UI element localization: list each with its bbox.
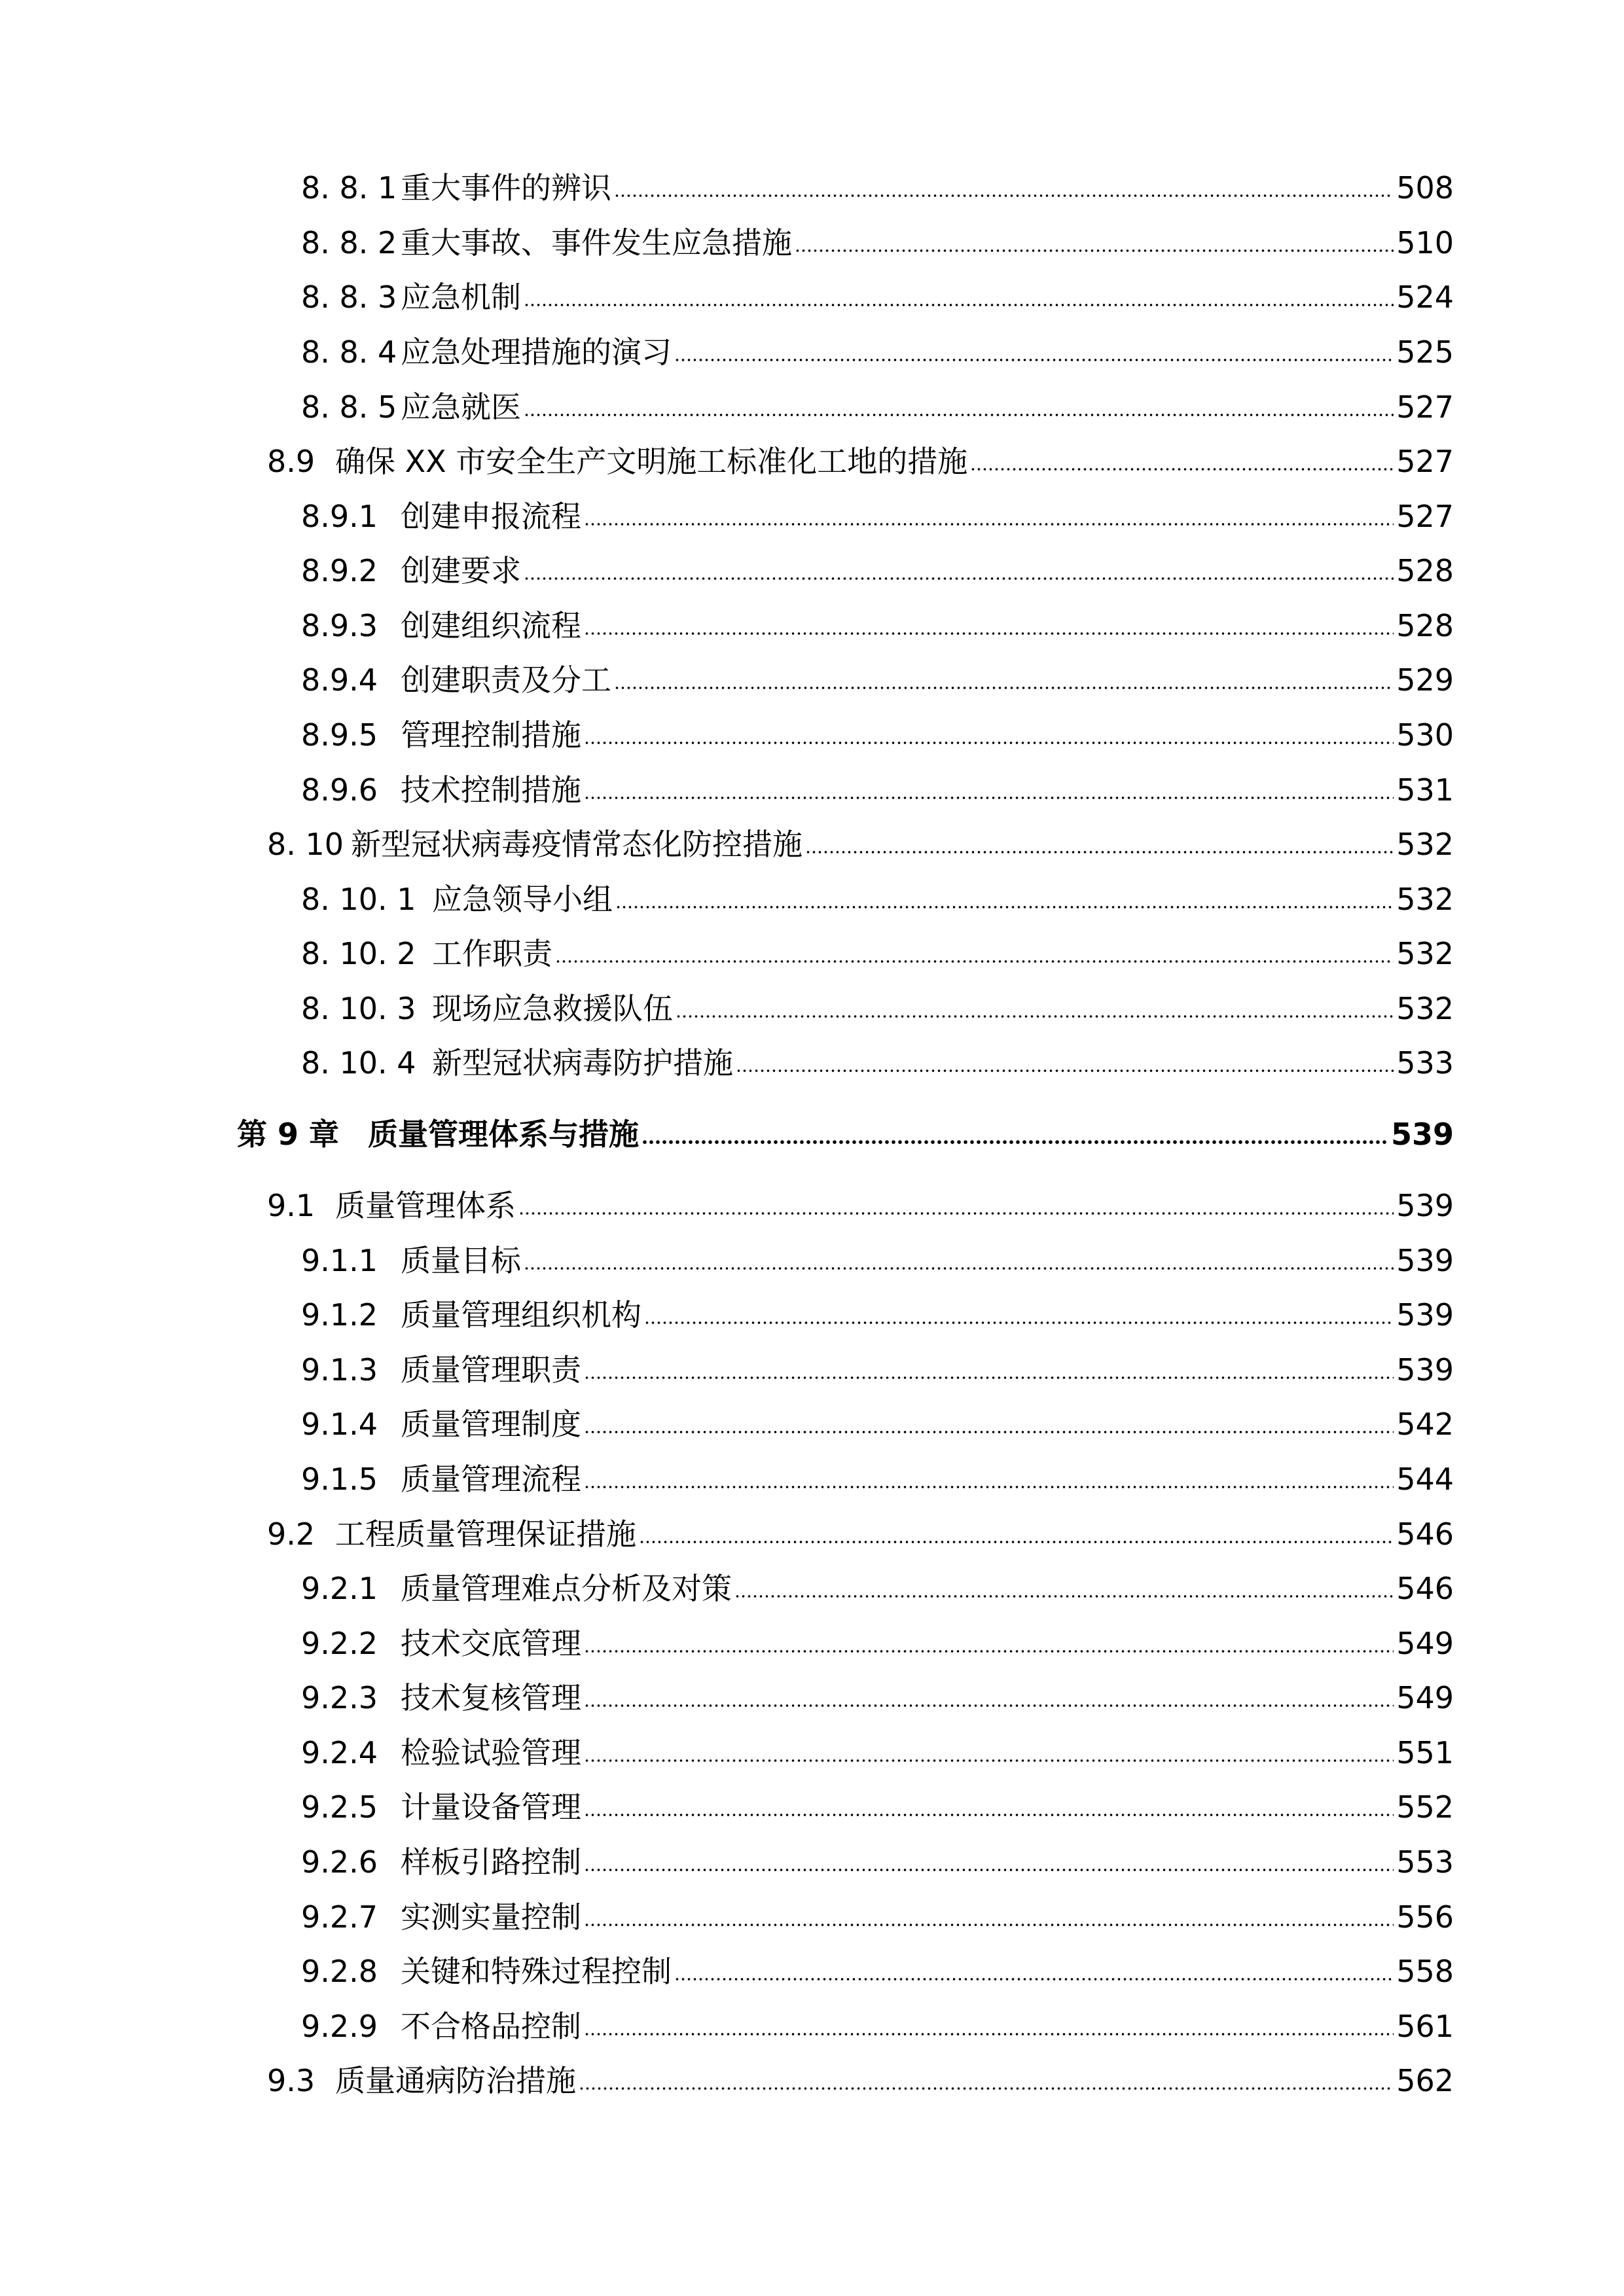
toc-title: 质量管理体系 [335, 1188, 516, 1223]
toc-page-number: 528 [1396, 553, 1454, 588]
toc-title: 新型冠状病毒疫情常态化防控措施 [351, 827, 803, 862]
toc-title: 应急机制 [401, 279, 521, 315]
toc-page-number: 527 [1396, 444, 1454, 479]
toc-title: 应急领导小组 [432, 882, 613, 917]
dot-leader [579, 2086, 1394, 2091]
toc-entry[interactable] [301, 380, 1454, 435]
toc-title: 新型冠状病毒防护措施 [432, 1045, 733, 1081]
toc-page-number: 529 [1396, 662, 1454, 698]
toc-number: 9.2.6 [301, 1844, 378, 1880]
dot-leader [970, 467, 1394, 472]
toc-entry[interactable] [301, 762, 1454, 817]
toc-entry[interactable] [267, 434, 1454, 489]
dot-leader [584, 1703, 1394, 1708]
toc-page-number: 533 [1396, 1045, 1454, 1081]
toc-page-number: 539 [1390, 1117, 1454, 1152]
toc-title: 工作职责 [432, 936, 552, 971]
toc-number: 9.1 [267, 1188, 316, 1223]
toc-page-number: 553 [1396, 1844, 1454, 1880]
toc-entry[interactable] [301, 1342, 1454, 1397]
toc-chapter-entry[interactable] [237, 1107, 1454, 1162]
toc-title: 检验试验管理 [401, 1735, 581, 1770]
dot-leader [584, 1429, 1394, 1435]
toc-page-number: 549 [1396, 1680, 1454, 1715]
toc-page-number: 544 [1396, 1462, 1454, 1497]
toc-number: 9.2.1 [301, 1571, 378, 1606]
toc-chapter-title: 质量管理体系与措施 [368, 1117, 639, 1152]
dot-leader [524, 302, 1394, 308]
toc-number: 9.1.1 [301, 1243, 378, 1278]
toc-entry[interactable] [301, 489, 1454, 544]
toc-title: 质量目标 [401, 1243, 521, 1278]
toc-title: 技术交底管理 [401, 1626, 581, 1661]
toc-number: 9.2.4 [301, 1735, 378, 1770]
toc-number: 9.2 [267, 1516, 316, 1552]
toc-title: 计量设备管理 [401, 1789, 581, 1825]
toc-page-number: 546 [1396, 1571, 1454, 1606]
toc-title: 技术控制措施 [401, 772, 581, 808]
toc-title: 技术复核管理 [401, 1680, 581, 1715]
dot-leader [734, 1594, 1394, 1599]
toc-number: 8. 10. 1 [301, 882, 416, 917]
toc-page-number: 532 [1396, 827, 1454, 862]
toc-entry[interactable] [267, 1178, 1454, 1233]
toc-page-number: 542 [1396, 1407, 1454, 1442]
toc-number: 8. 10. 2 [301, 936, 416, 971]
toc-entry[interactable] [301, 872, 1454, 927]
toc-entry[interactable] [301, 1233, 1454, 1288]
dot-leader [795, 248, 1394, 253]
toc-entry[interactable] [301, 1616, 1454, 1671]
toc-number: 8.9.5 [301, 717, 378, 753]
toc-number: 9.1.4 [301, 1407, 378, 1442]
toc-entry[interactable] [301, 160, 1454, 215]
dot-leader [676, 1014, 1394, 1019]
toc-entry[interactable] [301, 1999, 1454, 2054]
toc-page-number: 539 [1396, 1352, 1454, 1388]
toc-entry[interactable] [267, 817, 1454, 872]
dot-leader [518, 1211, 1394, 1216]
toc-number: 8.9.6 [301, 772, 378, 808]
dot-leader [584, 740, 1394, 745]
toc-entry[interactable] [301, 1035, 1454, 1090]
toc-page-number: 552 [1396, 1789, 1454, 1825]
dot-leader [644, 1320, 1394, 1325]
dot-leader [674, 1977, 1394, 1982]
toc-entry[interactable] [301, 1670, 1454, 1725]
toc-title: 质量管理职责 [401, 1352, 581, 1388]
toc-page-number: 532 [1396, 882, 1454, 917]
toc-page-number: 558 [1396, 1954, 1454, 1989]
toc-title: 创建申报流程 [401, 499, 581, 534]
toc-page-number: 524 [1396, 279, 1454, 315]
toc-title: 应急就医 [401, 389, 521, 425]
toc-number: 9.3 [267, 2063, 316, 2098]
toc-number: 9.2.5 [301, 1789, 378, 1825]
toc-page-number: 510 [1396, 225, 1454, 260]
dot-leader [614, 685, 1394, 691]
toc-number: 8.9.4 [301, 662, 378, 698]
toc-page-number: 532 [1396, 991, 1454, 1026]
toc-title: 重大事故、事件发生应急措施 [401, 225, 792, 260]
toc-page-number: 531 [1396, 772, 1454, 808]
toc-chapter-number: 第 9 章 [237, 1117, 340, 1152]
toc-number: 8. 8. 1 [301, 170, 397, 206]
dot-leader [584, 1922, 1394, 1928]
toc-number: 9.2.2 [301, 1626, 378, 1661]
toc-number: 8. 8. 3 [301, 279, 397, 315]
toc-title: 创建要求 [401, 553, 521, 588]
toc-page-number: 546 [1396, 1516, 1454, 1552]
toc-entry[interactable] [301, 1780, 1454, 1835]
toc-entry[interactable] [301, 1397, 1454, 1452]
toc-number: 9.1.5 [301, 1462, 378, 1497]
toc-number: 8.9.2 [301, 553, 378, 588]
toc-number: 9.2.8 [301, 1954, 378, 1989]
toc-entry[interactable] [301, 1561, 1454, 1616]
dot-leader [584, 1812, 1394, 1818]
toc-page-number: 562 [1396, 2063, 1454, 2098]
toc-page-number: 539 [1396, 1243, 1454, 1278]
toc-page-number: 527 [1396, 389, 1454, 425]
toc-page-number: 528 [1396, 608, 1454, 643]
toc-entry[interactable] [267, 1507, 1454, 1562]
dot-leader [555, 959, 1394, 964]
dot-leader [736, 1068, 1394, 1073]
dot-leader [805, 850, 1394, 855]
toc-entry[interactable] [301, 1944, 1454, 1999]
toc-title: 创建组织流程 [401, 608, 581, 643]
dot-leader [524, 1266, 1394, 1271]
toc-title: 管理控制措施 [401, 717, 581, 753]
toc-title: 重大事件的辨识 [401, 170, 611, 206]
toc-title: 工程质量管理保证措施 [335, 1516, 636, 1552]
dot-leader [524, 576, 1394, 581]
toc-title: 样板引路控制 [401, 1844, 581, 1880]
toc-title: 不合格品控制 [401, 2009, 581, 2044]
toc-number: 8. 8. 2 [301, 225, 397, 260]
dot-leader [584, 1867, 1394, 1873]
toc-page-number: 549 [1396, 1626, 1454, 1661]
toc-title: 关键和特殊过程控制 [401, 1954, 672, 1989]
toc-title: 应急处理措施的演习 [401, 334, 672, 370]
toc-entry[interactable] [301, 325, 1454, 380]
toc-number: 9.2.3 [301, 1680, 378, 1715]
toc-page-number: 551 [1396, 1735, 1454, 1770]
toc-page-number: 508 [1396, 170, 1454, 206]
dot-leader [524, 412, 1394, 418]
dot-leader [584, 1758, 1394, 1763]
toc-page-number: 556 [1396, 1899, 1454, 1935]
toc-entry[interactable] [301, 1890, 1454, 1945]
toc-page-number: 561 [1396, 2009, 1454, 2044]
dot-leader [584, 1484, 1394, 1490]
toc-page-number: 525 [1396, 334, 1454, 370]
toc-number: 8.9 [267, 444, 316, 479]
dot-leader [584, 1649, 1394, 1654]
toc-page-number: 539 [1396, 1188, 1454, 1223]
toc-page-number: 530 [1396, 717, 1454, 753]
dot-leader [584, 522, 1394, 527]
toc-entry[interactable] [301, 1725, 1454, 1780]
toc-number: 8.9.1 [301, 499, 378, 534]
toc-number: 8. 10. 4 [301, 1045, 416, 1081]
dot-leader [584, 2032, 1394, 2037]
dot-leader [614, 193, 1394, 198]
toc-entry[interactable] [301, 1835, 1454, 1890]
toc-entry[interactable] [301, 708, 1454, 762]
toc-number: 9.2.7 [301, 1899, 378, 1935]
toc-entry[interactable] [301, 653, 1454, 708]
toc-page-number: 539 [1396, 1297, 1454, 1333]
toc-entry[interactable] [301, 543, 1454, 598]
dot-leader [639, 1539, 1394, 1545]
toc-entry[interactable] [301, 598, 1454, 653]
toc-title: 创建职责及分工 [401, 662, 611, 698]
toc-entry[interactable] [267, 2053, 1454, 2108]
dot-leader [674, 357, 1394, 363]
toc-number: 8.9.3 [301, 608, 378, 643]
toc-entry[interactable] [301, 270, 1454, 325]
dot-leader [615, 905, 1394, 910]
toc-number: 8. 8. 5 [301, 389, 397, 425]
toc-title: 现场应急救援队伍 [432, 991, 673, 1026]
toc-number: 9.1.2 [301, 1297, 378, 1333]
dot-leader [641, 1139, 1388, 1145]
toc-title: 质量管理难点分析及对策 [401, 1571, 732, 1606]
dot-leader [584, 795, 1394, 800]
toc-title: 实测实量控制 [401, 1899, 581, 1935]
toc-entry[interactable] [301, 981, 1454, 1036]
toc-number: 8. 10. 3 [301, 991, 416, 1026]
toc-number: 9.1.3 [301, 1352, 378, 1388]
toc-page-number: 532 [1396, 936, 1454, 971]
toc-number: 9.2.9 [301, 2009, 378, 2044]
dot-leader [584, 1375, 1394, 1380]
toc-title: 质量管理制度 [401, 1407, 581, 1442]
toc-page-number: 527 [1396, 499, 1454, 534]
toc-entry[interactable] [301, 1452, 1454, 1507]
toc-title: 确保 XX 市安全生产文明施工标准化工地的措施 [335, 444, 968, 479]
toc-number: 8. 10 [267, 827, 344, 862]
toc-title: 质量通病防治措施 [335, 2063, 576, 2098]
toc-entry[interactable] [301, 1287, 1454, 1342]
toc-title: 质量管理组织机构 [401, 1297, 641, 1333]
toc-title: 质量管理流程 [401, 1462, 581, 1497]
toc-entry[interactable] [301, 926, 1454, 981]
toc-number: 8. 8. 4 [301, 334, 397, 370]
dot-leader [584, 631, 1394, 636]
toc-entry[interactable] [301, 215, 1454, 270]
